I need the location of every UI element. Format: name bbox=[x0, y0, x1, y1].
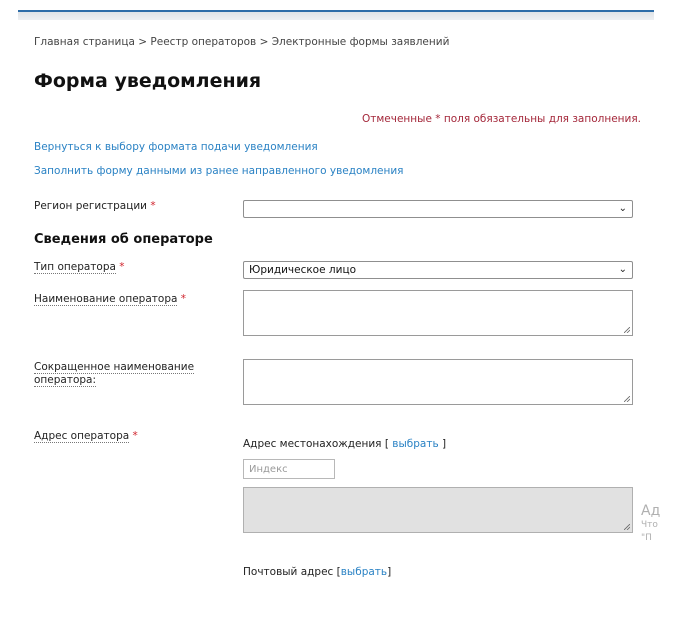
operator-short-name-label-line1: Сокращенное наименование bbox=[34, 361, 195, 373]
breadcrumb: Главная страница > Реестр операторов > Электронные формы заявлений bbox=[34, 36, 450, 48]
operator-address-label-text: Адрес оператора bbox=[34, 430, 130, 442]
postal-address-close: ] bbox=[387, 566, 392, 578]
required-mark: * bbox=[119, 261, 125, 273]
resize-grip-icon[interactable] bbox=[624, 327, 630, 333]
region-label bbox=[34, 200, 156, 213]
back-to-format-link[interactable]: Вернуться к выбору формата подачи уведомления bbox=[34, 141, 318, 153]
postal-index-input[interactable] bbox=[243, 459, 335, 479]
region-label-text: Регион регистрации bbox=[34, 200, 148, 212]
location-address-label: Адрес местонахождения [ bbox=[243, 438, 389, 450]
section-operator-title: Сведения об операторе bbox=[34, 232, 213, 247]
side-hint-line3: "П bbox=[641, 533, 652, 543]
operator-type-label bbox=[34, 261, 125, 274]
page-title: Форма уведомления bbox=[34, 70, 262, 92]
operator-type-value: Юридическое лицо bbox=[249, 264, 357, 276]
side-hint-line2: Что bbox=[641, 520, 658, 530]
resize-grip-icon bbox=[624, 524, 630, 530]
location-address-heading bbox=[243, 438, 446, 450]
chevron-down-icon: ⌄ bbox=[618, 203, 627, 214]
location-address-close: ] bbox=[441, 438, 447, 450]
postal-address-select-link[interactable]: выбрать bbox=[340, 566, 388, 578]
operator-short-name-label-line2: оператора: bbox=[34, 374, 97, 386]
operator-type-label-text: Тип оператора bbox=[34, 261, 116, 273]
operator-short-name-textarea[interactable] bbox=[243, 359, 633, 405]
region-select[interactable] bbox=[243, 200, 633, 218]
operator-type-select[interactable] bbox=[243, 261, 633, 279]
operator-address-label bbox=[34, 430, 138, 443]
required-mark: * bbox=[132, 430, 138, 442]
required-fields-note: Отмеченные * поля обязательны для заполнения. bbox=[362, 113, 641, 125]
location-address-select-link[interactable]: выбрать bbox=[392, 438, 439, 450]
side-hint-line1: Ад bbox=[641, 503, 661, 519]
fill-from-previous-link[interactable]: Заполнить форму данными из ранее направленного уведомления bbox=[34, 165, 404, 177]
operator-name-textarea[interactable] bbox=[243, 290, 633, 336]
postal-address-heading bbox=[243, 566, 391, 578]
operator-name-label-text: Наименование оператора bbox=[34, 293, 178, 305]
postal-address-label: Почтовый адрес [ bbox=[243, 566, 341, 578]
side-hint-panel bbox=[641, 503, 671, 545]
resize-grip-icon[interactable] bbox=[624, 396, 630, 402]
operator-name-label bbox=[34, 293, 186, 306]
top-bar bbox=[18, 10, 654, 20]
operator-short-name-label bbox=[34, 361, 194, 387]
location-address-textarea bbox=[243, 487, 633, 533]
chevron-down-icon: ⌄ bbox=[618, 264, 627, 275]
required-mark: * bbox=[150, 200, 156, 212]
required-mark: * bbox=[180, 293, 187, 305]
